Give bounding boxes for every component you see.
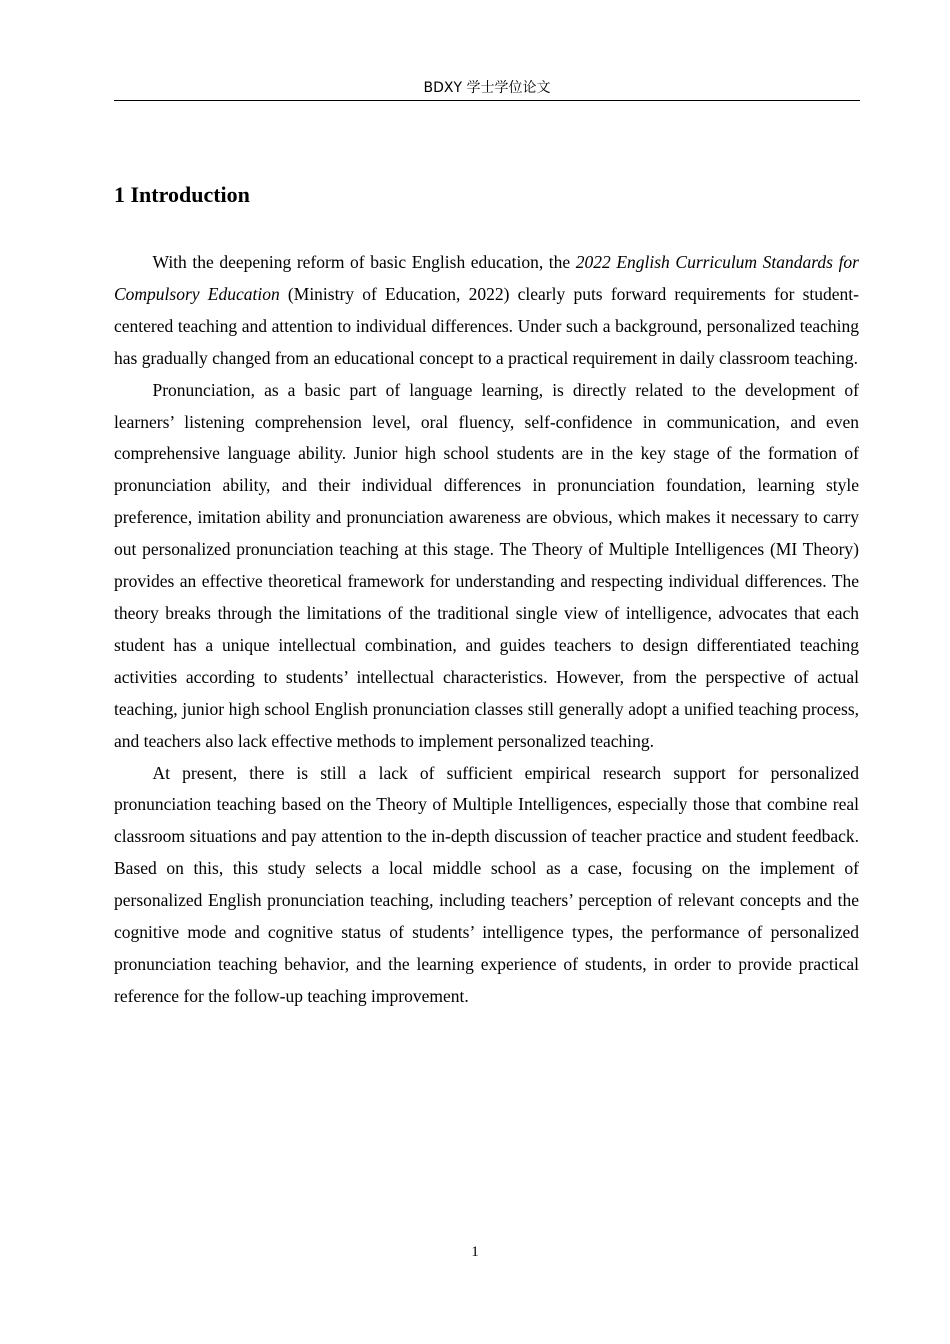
paragraph-2: Pronunciation, as a basic part of language learning, is directly related to the development of learners’ listening comprehension level, oral fluency, self-confidence in communication, and even comprehensive language ability. Junior high school students are in the key stage of the formation of pronunciation ability, and their individual differences in pronunciation foundation, learning style preference, imitation ability and pronunciation awareness are obvious, which makes it necessary to carry out personalized pronunciation teaching at this stage. The Theory of Multiple Intelligences (MI Theory) provides an effective theoretical framework for understanding and respecting individual differences. The theory breaks through the limitations of the traditional single view of intelligence, advocates that each student has a unique intellectual combination, and guides teachers to design differentiated teaching activities according to students’ intellectual characteristics. However, from the perspective of actual teaching, junior high school English pronunciation classes still generally adopt a unified teaching process, and teachers also lack effective methods to implement personalized teaching. [114,379,859,751]
page-number: 1 [471,1244,479,1260]
curriculum-standards-title: 2022 English Curriculum Standards for Compulsory Education [114,252,859,304]
body-text [114,247,859,1013]
page-header: BDXY 学士学位论文 [114,76,860,101]
paragraph-1-text-end: (Ministry of Education, 2022) clearly puts forward requirements for student-centered teaching and attention to individual differences. Under such a background, personalized teaching has gradually changed from an educational concept to a practical requirement in daily classroom teaching. [114,283,859,368]
paragraph-1-text-start: With the deepening reform of basic English education, the [152,252,576,272]
section-title: 1 Introduction [114,182,250,207]
paragraph-1 [114,247,859,375]
paragraph-3: At present, there is still a lack of sufficient empirical research support for personalized pronunciation teaching based on the Theory of Multiple Intelligences, especially those that combine real classroom situations and pay attention to the in-depth discussion of teacher practice and student feedback. Based on this, this study selects a local middle school as a case, focusing on the implement of personalized English pronunciation teaching, including teachers’ perception of relevant concepts and the cognitive mode and cognitive status of students’ intelligence types, the performance of personalized pronunciation teaching behavior, and the learning experience of students, in order to provide practical reference for the follow-up teaching improvement. [114,762,859,1006]
